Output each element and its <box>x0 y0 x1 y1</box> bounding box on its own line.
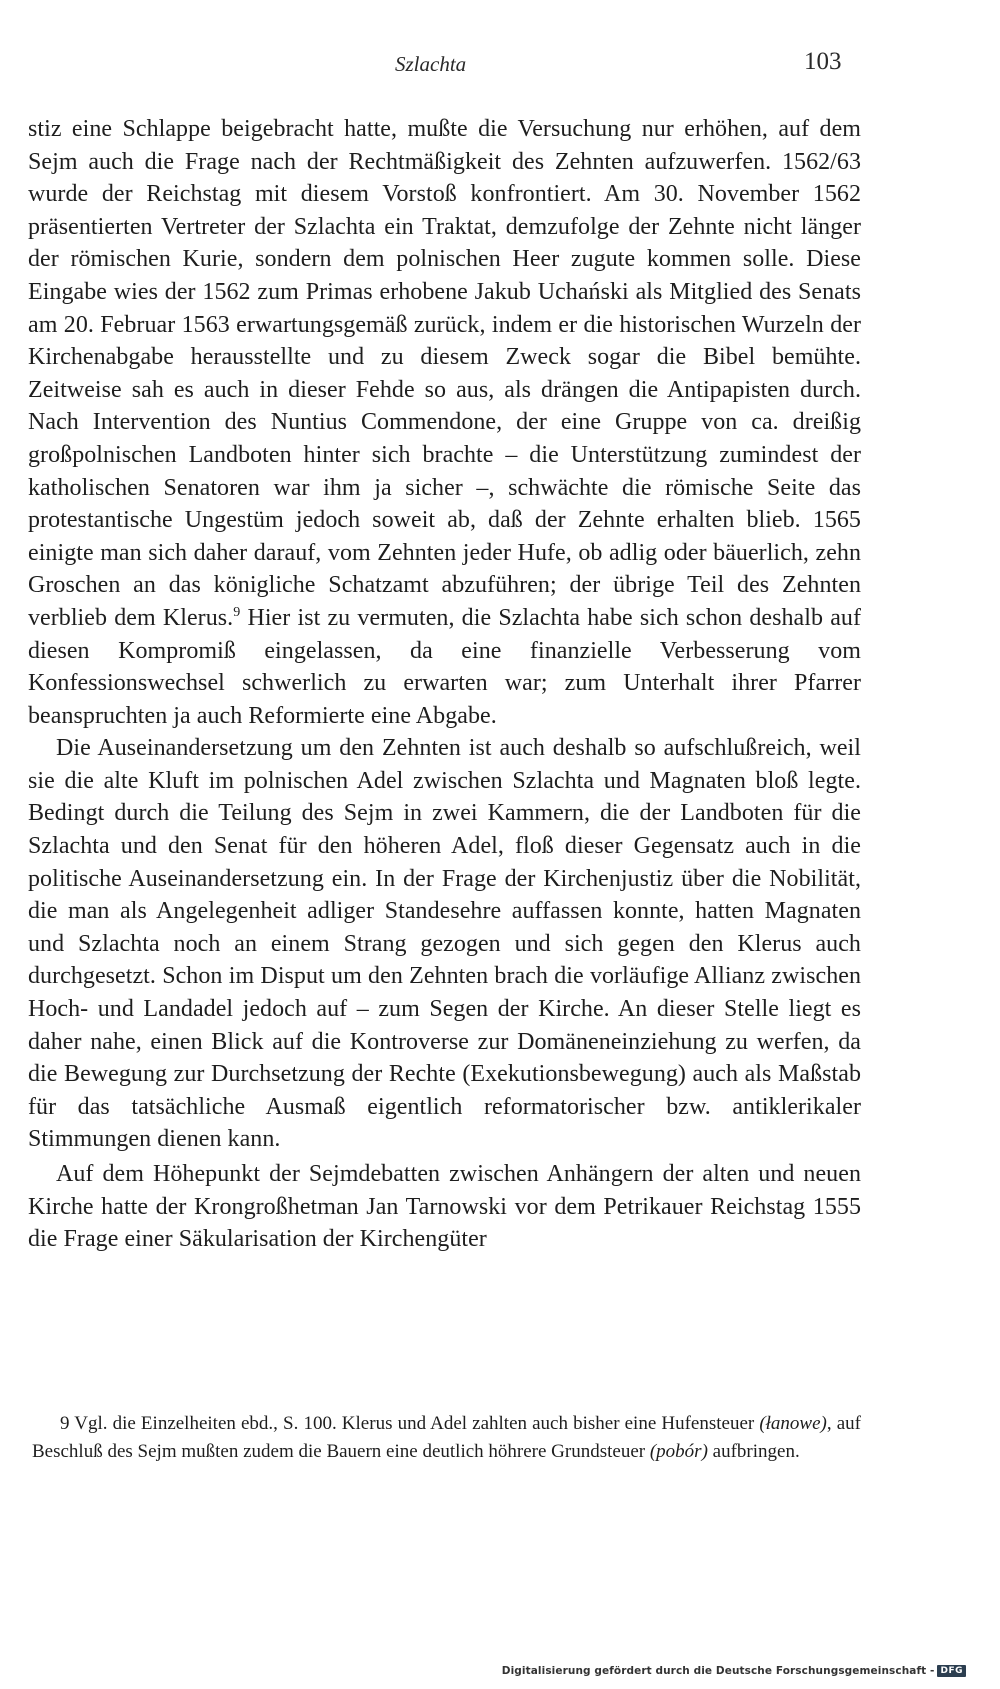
footnote-term-lanowe: (łanowe) <box>759 1413 827 1434</box>
dfg-logo: DFG <box>937 1665 966 1677</box>
paragraph-1-text: stiz eine Schlappe beigebracht hatte, mußte die Versuchung nur erhöhen, auf dem Sejm auch die Frage nach der Rechtmäßigkeit des Zehnten aufzuwerfen. 1562/63 wurde der Reichstag mit diesem Vorstoß konfrontiert. Am 30. November 1562 präsentierten Vertreter der Szlachta ein Traktat, demzufolge der Zehnte nicht länger der römischen Kurie, sondern dem polnischen Heer zugute kommen solle. Diese Eingabe wies der 1562 zum Primas erhobene Jakub Uchański als Mitglied des Senats am 20. Februar 1563 erwartungsgemäß zurück, indem er die historischen Wurzeln der Kirchenabgabe herausstellte und zu diesem Zweck sogar die Bibel bemühte. Zeitweise sah es auch in dieser Fehde so aus, als drängen die Antipapisten durch. Nach Intervention des Nuntius Commendone, der eine Gruppe von ca. dreißig großpolnischen Landboten hinter sich brachte – die Unterstützung zumindest der katholischen Senatoren war ihm ja sicher –, schwächte die römische Seite das protestantische Ungestüm jedoch soweit ab, daß der Zehnte erhalten blieb. 1565 einigte man sich daher darauf, vom Zehnten jeder Hufe, ob adlig oder bäuerlich, zehn Groschen an das königliche Schatzamt abzuführen; der übrige Teil des Zehnten verblieb dem Klerus. <box>28 116 861 631</box>
paragraph-3: Auf dem Höhepunkt der Sejmdebatten zwischen Anhängern der alten und neuen Kirche hatte der Krongroßhetman Jan Tarnowski vor dem Petrikauer Reichstag 1555 die Frage einer Säkularisation der Kirchengüter <box>28 1161 861 1253</box>
footnotes <box>32 1410 861 1466</box>
paragraph-1-continuation: Hier ist zu vermuten, die Szlachta habe sich schon deshalb auf diesen Kompromiß eingelassen, da eine finanzielle Verbesserung vom Konfessionswechsel schwerlich zu erwarten war; zum Unterhalt ihrer Pfarrer beanspruchten ja auch Reformierte eine Abgabe. <box>28 604 861 729</box>
footnote-text-part-2: , auf Beschluß des Sejm mußten zudem die Bauern eine deutlich höhrere Grundsteuer <box>32 1413 861 1462</box>
running-head <box>0 48 1000 88</box>
running-head-title: Szlachta <box>395 52 467 76</box>
footnote-9 <box>32 1410 861 1466</box>
footnote-reference: 9 <box>233 604 241 620</box>
footnote-number: 9 <box>60 1413 70 1434</box>
footnote-text-part-3: aufbringen. <box>707 1440 800 1462</box>
paragraph-1 <box>28 113 861 732</box>
page-number: 103 <box>804 48 842 75</box>
paragraph-2: Die Auseinandersetzung um den Zehnten ist auch deshalb so aufschlußreich, weil sie die alte Kluft im polnischen Adel zwischen Szlachta und Magnaten bloß legte. Bedingt durch die Teilung des Sejm in zwei Kammern, die der Landboten für die Szlachta und den Senat für den höheren Adel, floß dieser Gegensatz auch in die politische Auseinandersetzung ein. In der Frage der Kirchenjustiz über die Nobilität, die man als Angelegenheit adliger Standesehre auffassen konnte, hatten Magnaten und Szlachta noch an einem Strang gezogen und sich gegen den Klerus auch durchgesetzt. Schon im Disput um den Zehnten brach die vorläufige Allianz zwischen Hoch- und Landadel jedoch auf – zum Segen der Kirche. An dieser Stelle liegt es daher nahe, einen Blick auf die Kontroverse zur Domäneneinziehung zu werfen, da die Bewegung zur Durchsetzung der Rechte (Exekutionsbewegung) auch als Maßstab für das tatsächliche Ausmaß eigentlich reformatorischer bzw. antiklerikaler Stimmungen dienen kann. <box>28 735 861 1153</box>
main-text <box>28 113 861 1256</box>
digitization-notice <box>502 1662 966 1680</box>
footnote-term-pobor: (pobór) <box>649 1440 708 1462</box>
footnote-text-part-1: Vgl. die Einzelheiten ebd., S. 100. Klerus und Adel zahlten auch bisher eine Hufensteuer <box>69 1413 760 1434</box>
digitization-notice-text: Digitalisierung gefördert durch die Deutsche Forschungsgemeinschaft - <box>501 1665 935 1677</box>
